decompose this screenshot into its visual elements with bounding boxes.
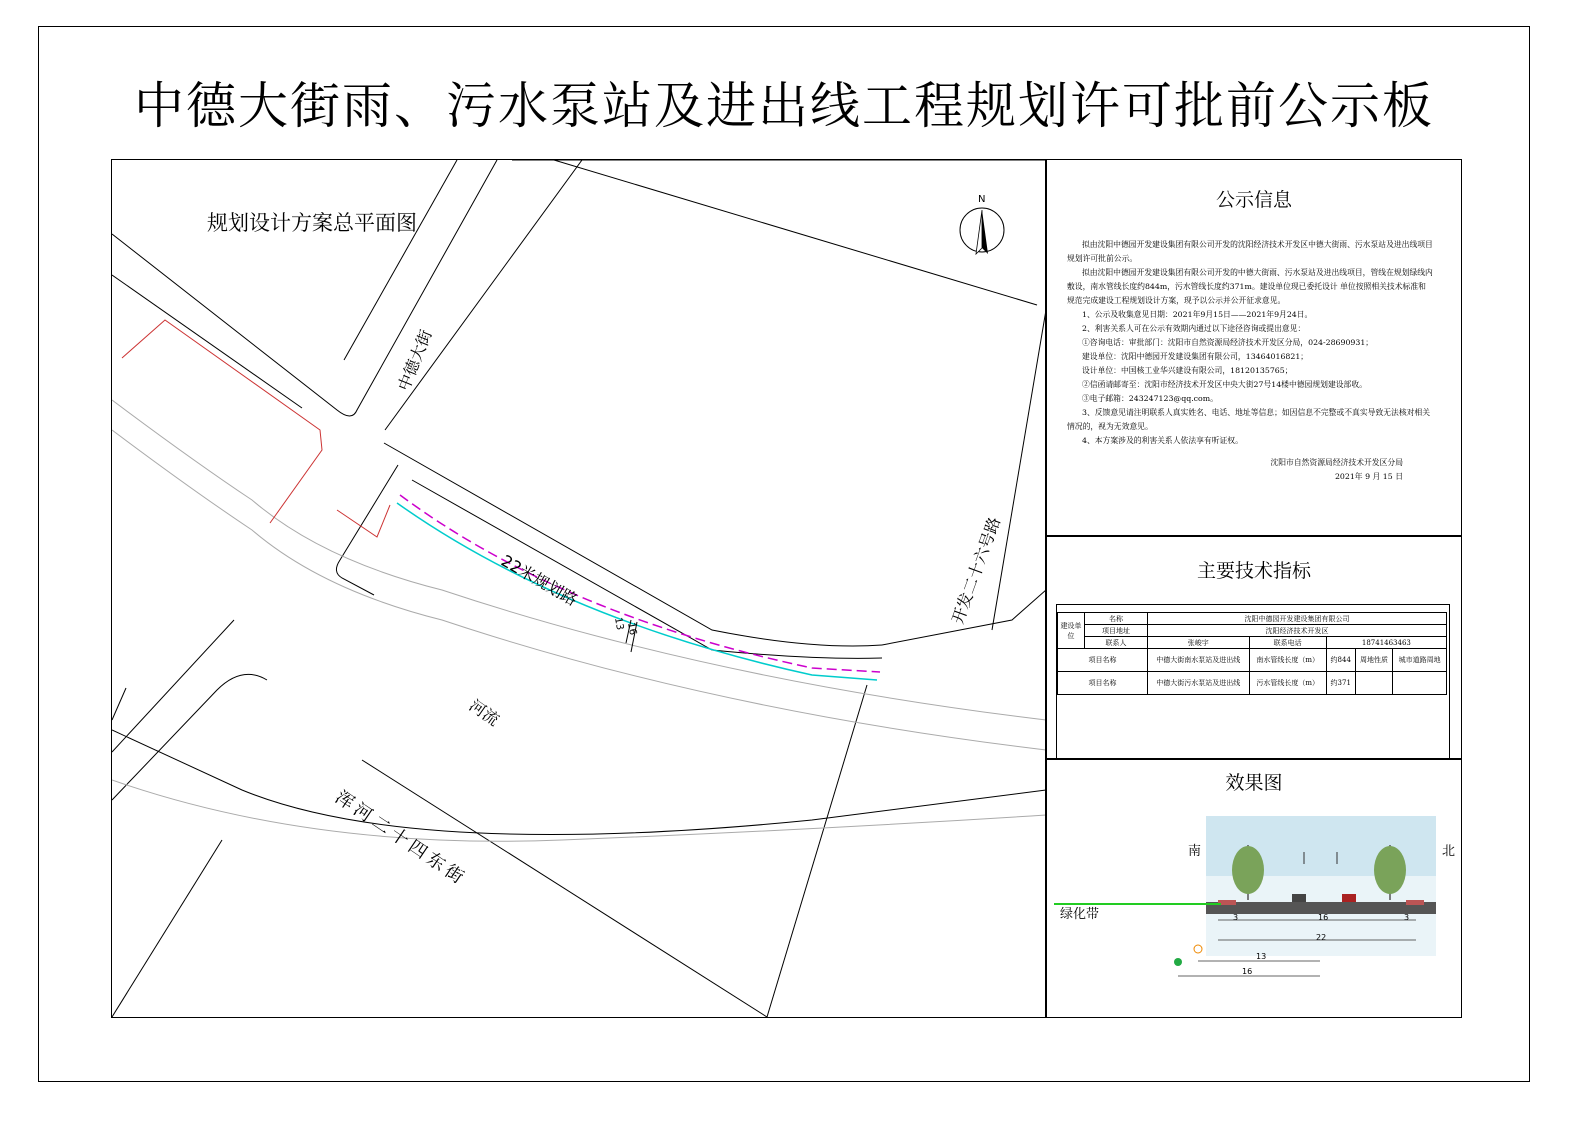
name-label: 名称 <box>1085 613 1148 625</box>
notice-p10: 3、反馈意见请注明联系人真实姓名、电话、地址等信息；如因信息不完整或不真实导致无法核对相关情况的，视为无效意见。 <box>1067 408 1431 431</box>
phone-value: 18741463463 <box>1326 637 1446 649</box>
proj1-len-label: 南水管线长度（m） <box>1249 649 1326 672</box>
proj1-len: 约844 <box>1326 649 1355 672</box>
notice-text <box>1067 238 1433 484</box>
site-plan <box>112 160 1046 1017</box>
notice-sign-date: 2021年 9 月 15 日 <box>1334 472 1403 481</box>
dim-16: 16 <box>625 621 639 637</box>
phone-label: 联系电话 <box>1249 637 1326 649</box>
car-icon <box>1292 894 1306 902</box>
proj1-name: 中德大街南水泵站及进出线 <box>1148 649 1250 672</box>
width-3a: 3 <box>1233 913 1239 922</box>
width-22: 22 <box>1316 933 1327 942</box>
notice-sign-org: 沈阳市自然资源局经济技术开发区分局 <box>1270 458 1403 467</box>
proj2-label: 项目名称 <box>1058 672 1148 695</box>
green-belt-label: 绿化带 <box>1060 907 1100 922</box>
addr-label: 项目地址 <box>1085 625 1148 637</box>
proj1-label: 项目名称 <box>1058 649 1148 672</box>
label-zhongde-street: 中德大街 <box>394 327 436 394</box>
notice-p3: 1、公示及收集意见日期：2021年9月15日——2021年9月24日。 <box>1082 310 1313 319</box>
dim-13: 13 <box>1256 952 1267 961</box>
board-title: 中德大街雨、污水泵站及进出线工程规划许可批前公示板 <box>134 77 1434 135</box>
notice-p4: 2、利害关系人可在公示有效期内通过以下途径咨询或提出意见： <box>1082 324 1306 333</box>
addr-value: 沈阳经济技术开发区 <box>1148 625 1447 637</box>
effect-heading: 效果图 <box>1225 772 1283 794</box>
width-3b: 3 <box>1404 913 1410 922</box>
divider <box>1045 535 1462 537</box>
width-16: 16 <box>1318 913 1329 922</box>
contact-value: 张峻宇 <box>1148 637 1250 649</box>
notice-p7: 设计单位：中国核工业华兴建设有限公司，18120135765； <box>1082 366 1293 375</box>
north-arrow-icon <box>960 194 1004 254</box>
proj2-len-label: 污水管线长度（m） <box>1249 672 1326 695</box>
notice-heading: 公示信息 <box>1215 189 1292 211</box>
tech-heading: 主要技术指标 <box>1196 560 1311 582</box>
notice-p5: ①咨询电话：审批部门：沈阳市自然资源局经济技术开发区分局，024-28690931； <box>1082 338 1374 347</box>
label-road-22m: 22米规划路 <box>498 551 581 610</box>
proj2-len: 约371 <box>1326 672 1355 695</box>
proj2-name: 中德大街污水泵站及进出线 <box>1148 672 1250 695</box>
contact-label: 联系人 <box>1085 637 1148 649</box>
south-label: 南 <box>1188 844 1202 859</box>
unit-label: 建设单位 <box>1058 613 1085 649</box>
car-icon <box>1342 894 1356 902</box>
label-kaifa-road: 开发二十六号路 <box>947 514 1005 627</box>
proj1-loc: 城市道路周地 <box>1393 649 1447 672</box>
label-hunhe-street: 浑河二十四东街 <box>331 786 471 891</box>
dim-13: 13 <box>612 616 626 632</box>
notice-p9: ③电子邮箱：243247123@qq.com。 <box>1082 394 1218 403</box>
name-value: 沈阳中德园开发建设集团有限公司 <box>1148 613 1447 625</box>
notice-p11: 4、本方案涉及的利害关系人依法享有听证权。 <box>1082 436 1243 445</box>
notice-p2: 拟由沈阳中德园开发建设集团有限公司开发的中德大街雨、污水泵站及进出线项目，管线在规划绿线内敷设，南水管线长度约844m，污水管线长度约371m。建设单位现已委托设计 单位按照相关技术标准和规范完成建设工程规划设计方案，现予以公示并公开征求意见。 <box>1067 268 1433 305</box>
label-river: 河流 <box>465 695 503 730</box>
notice-p1: 拟由沈阳中德园开发建设集团有限公司开发的沈阳经济技术开发区中德大街雨、污水泵站及进出线项目规划许可批前公示。 <box>1067 240 1433 263</box>
tech-table <box>1057 612 1447 695</box>
north-label: 北 <box>1442 844 1456 859</box>
cross-section <box>1046 800 1462 1016</box>
plan-heading: 规划设计方案总平面图 <box>207 211 417 235</box>
proj1-loc-label: 周地性质 <box>1355 649 1393 672</box>
dim-16: 16 <box>1242 967 1253 976</box>
notice-p8: ②信函请邮寄至：沈阳市经济技术开发区中央大街27号14楼中德园规划建设部收。 <box>1082 380 1367 389</box>
notice-p6: 建设单位：沈阳中德园开发建设集团有限公司，13464016821； <box>1082 352 1309 361</box>
north-label: N <box>978 194 986 205</box>
